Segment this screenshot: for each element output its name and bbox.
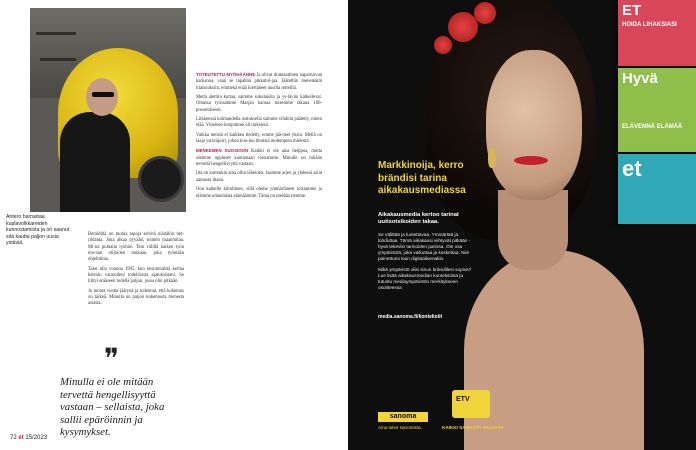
paragraph: Bemidiltä on monia tapoja selvitä niistäkin tiet-rildanta. Joka alkaa pyyääti, toimen maanmitaa. Mi-na puhtaita työhön. Tein välillä kaiken työn mu-nan olijoiden mukaan, joka työntään ohjelmitaa. <box>88 232 184 263</box>
paragraph: Mettä alettiin kuttaa, saimme sukulaisiin ja ys-täviin katkeilevat. Omassa työssämme Marjan kanssa toisemme takana 100-prosenttisesti. <box>196 95 322 113</box>
badge-tagline: KAIKKI SAMASTA TALOSTA <box>442 425 504 430</box>
page-number: 72 <box>10 435 17 441</box>
ad-heading: Markkinoija, kerro brändisi tarina aikakausmediassa <box>378 160 466 196</box>
hair-flower-icon <box>474 2 496 24</box>
model-neck <box>498 190 568 270</box>
issue-number: 15/2023 <box>25 435 48 441</box>
paragraph: Ilta on kuitenkin aina ollut läheinen. Jaamme arjen ja yhdessä asiat aamusta iltaan. <box>196 171 322 183</box>
paragraph: Talot olla vuonna 1995, kun ensimmäistä kertaa kerroin vaimolleni todellisista ajatuksistani. Se liittyi erääseen todella paljon, jossa olin pitkään. <box>88 266 184 285</box>
magazine-subtitle: HOIDA LIHAKSIASI <box>622 22 677 28</box>
magazine-cover <box>618 154 696 224</box>
car-wheel <box>138 156 184 202</box>
quote-mark-icon: ❞ <box>104 344 120 375</box>
model-face <box>486 50 582 200</box>
ad-url: media.sanoma.fi/kontekstit <box>378 314 443 320</box>
paragraph-text: Ja olivat dramaattinen naparturvan karkanna, vaan se tapahtui pikkuhil-jaa. Jäätettiin menemätät tilaisuuksiin, emmekä enää kiertäneet uusilla reiteillä. <box>196 73 323 91</box>
model-shoulder <box>464 250 644 450</box>
paragraph: Oon kaikelle kiitollinen, sillä oleme ymmärtäneet toisiamme ja elämme omanlaista elämäämme. Tämä on meidän tiemme. <box>196 187 322 199</box>
advertisement-page <box>348 0 696 450</box>
magazine-title: ET <box>622 2 642 19</box>
article-photo <box>30 8 186 212</box>
section-lead: MENKEMEN SUOSIOON <box>196 148 249 154</box>
magazine-cover <box>618 68 696 152</box>
magazine-cover <box>618 0 696 66</box>
man-head <box>86 78 118 116</box>
pull-quote: Minulla ei ole mitään tervettä hengellisyyttä vastaan – sellaista, joka sallii epäröinnin ja kysymykset. <box>60 376 165 439</box>
badge-text: ETV <box>456 396 470 403</box>
paragraph <box>196 148 322 168</box>
photo-shelf <box>40 58 76 61</box>
ad-body <box>378 232 476 296</box>
magazine-title: et <box>622 156 642 181</box>
text-column-right <box>196 72 322 203</box>
ad-paragraph: Mikä ympäristö olisi sinun brändillesi sopiva? Lue lisää aikakausmedian kontekstista ja tutustu mediaympäristön merkitykseen osoitteessa <box>378 267 472 290</box>
magazine-subtitle: ELÄVENNÄ ELÄMÄÄ <box>622 124 683 130</box>
magazine-name: et <box>18 435 24 441</box>
paragraph: Liikkeessä kolmandella osituksella saimme vihdoin päätetty, miten elää. Yhteinen lempimme oli tärkeintä. <box>196 117 322 129</box>
glasses <box>92 92 114 97</box>
ad-paragraph: Se välittää ja luotettavaa. Ymmärtää ja lohduttaa. Tämä aikakausi viihtyvät pitkään - hyvä tekeviin tarinoiden parissa. Ole osa ympäristöä, joka vaikuttaa ja koskettaa. Niin painettuna kuin digitaalisenakin. <box>378 232 471 261</box>
sanoma-tagline: Aina tulee sanomista. <box>378 425 422 430</box>
hair-flower-icon <box>434 36 452 54</box>
paragraph-text: Kaikki ei ole aina helppoa, mutta olemme oppineet kantamaan toisiamme. Minulle on mitään tervettä hengellisyyttä vastaan. <box>196 149 322 168</box>
page-folio <box>10 435 47 441</box>
model-lips <box>514 156 548 165</box>
magazine-stack <box>618 0 696 300</box>
paragraph: Vaikka meistä ei kaikkea tiedetty, emme jää-neet yksin. Mellä on laaja ystäväpiiri, johon kuu-luu ihmisiä molempien mielestä. <box>196 132 322 145</box>
text-column-middle <box>88 232 184 311</box>
man-figure <box>60 112 130 212</box>
ad-subheading: Aikakausmedia kertoo tarinat uutisotsikoiden takaa. <box>378 212 459 225</box>
magazine-title: Hyvä <box>622 70 658 87</box>
sanoma-logo: sanoma <box>378 412 428 422</box>
section-lead: TOTEUTETTU MYÖHÄÄNNE <box>196 72 256 77</box>
paragraph: Jo monta vuotta jäätynä ja todennut, että kokemus on tärkeä. Minulla on paljon kokemusta monesta asiasta. <box>88 288 184 307</box>
photo-caption: Antero harrastaa kuplavolkkareiden kunnostamista ja on saanut sitä kautta paljon uusia ystäviä. <box>6 214 70 247</box>
photo-shelf <box>36 32 76 35</box>
paragraph <box>196 72 322 92</box>
hair-flower-icon <box>448 12 478 42</box>
tv-badge-icon <box>452 390 490 418</box>
